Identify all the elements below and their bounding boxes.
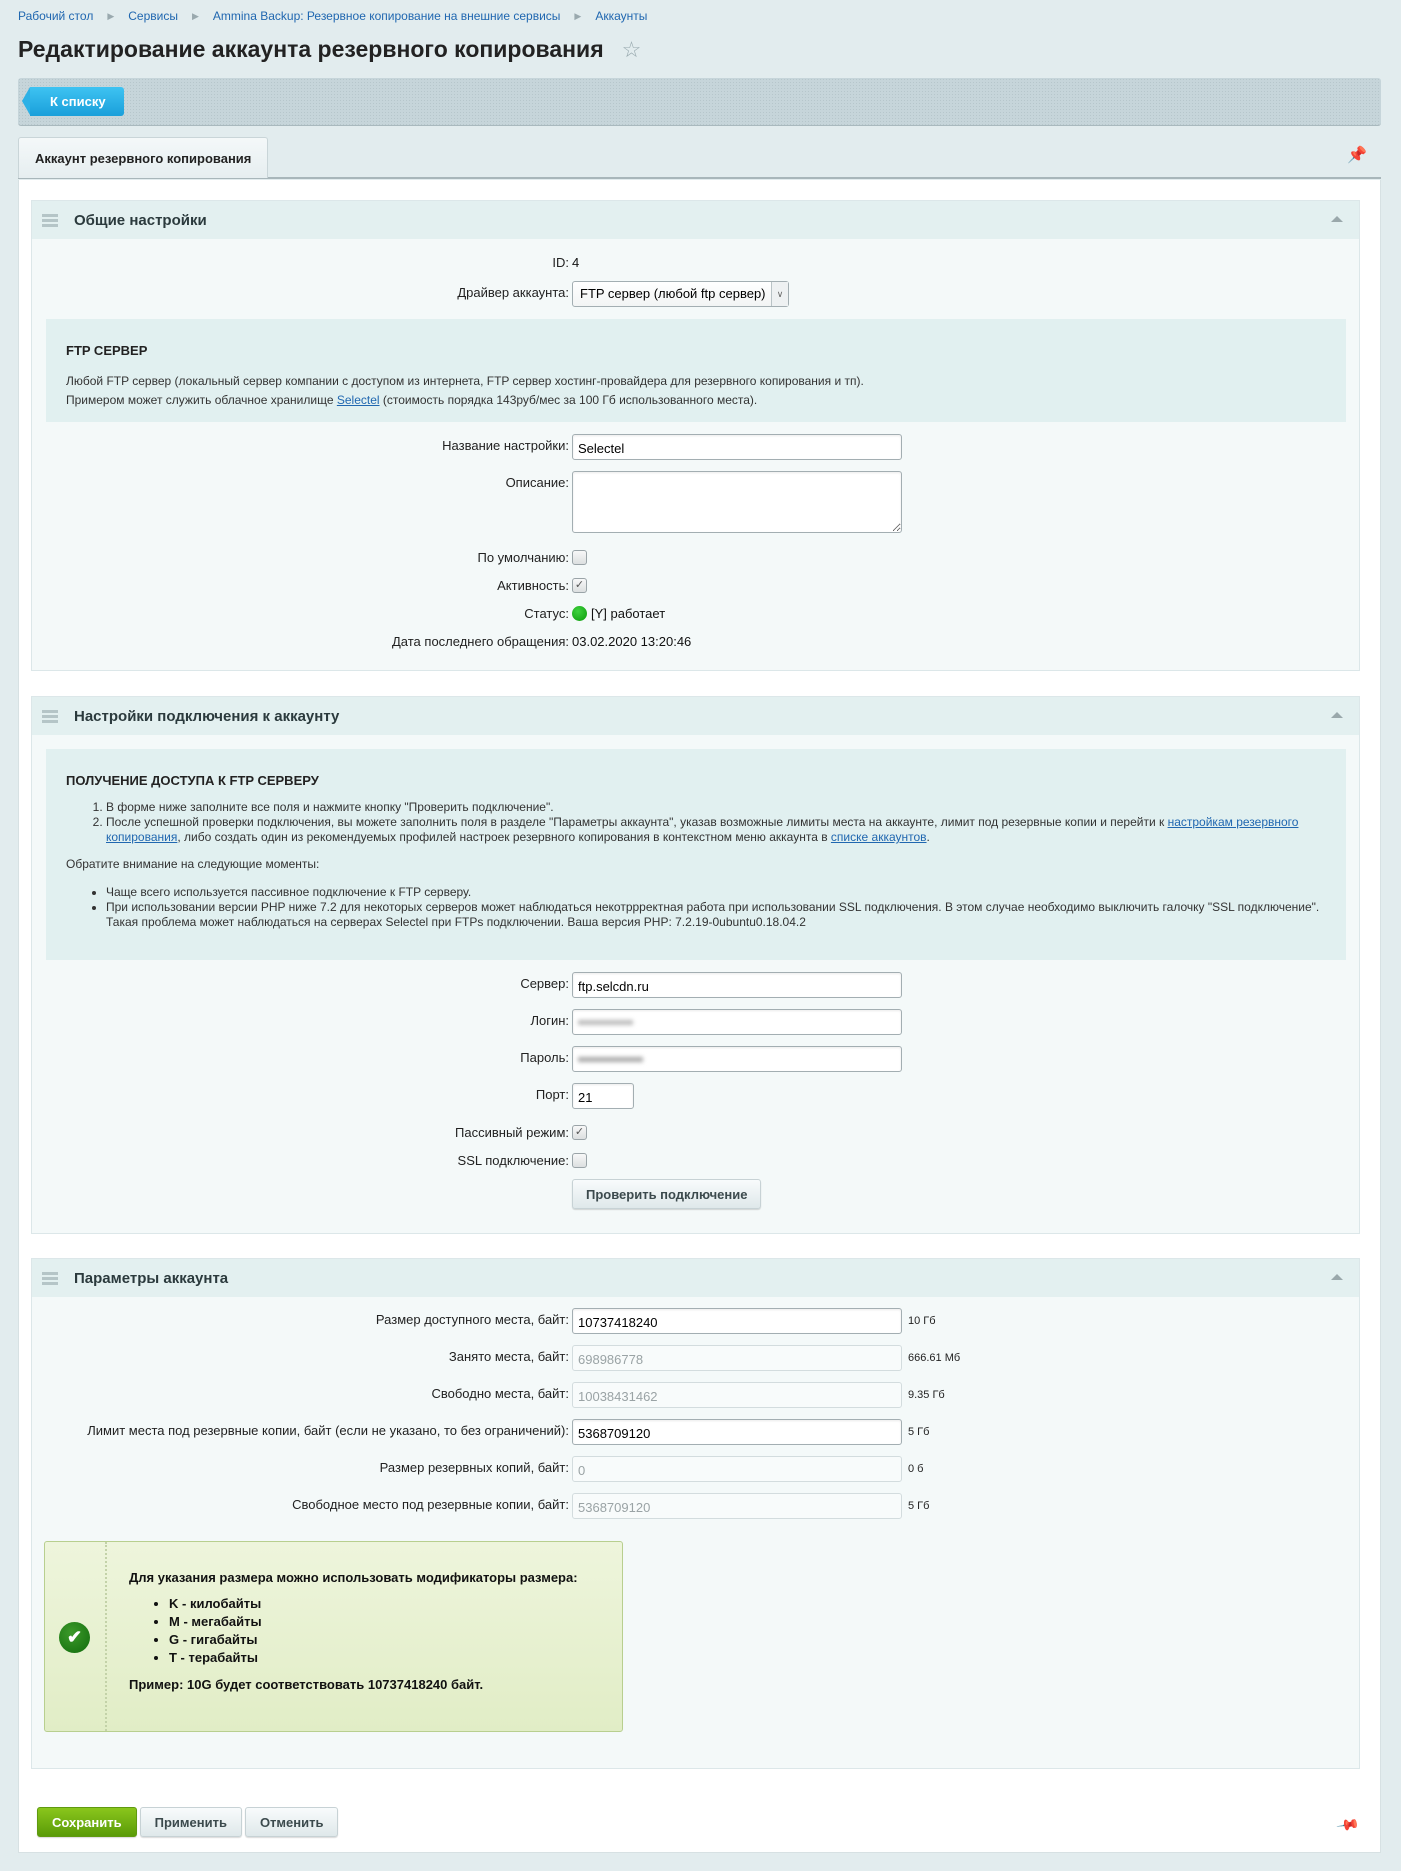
- check-circle-icon: ✔: [59, 1622, 90, 1653]
- row-default: [32, 546, 1359, 572]
- param-unit: 0 б: [908, 1463, 924, 1475]
- param-input: [572, 1456, 902, 1482]
- hint-title: Для указания размера можно использовать модификаторы размера:: [129, 1570, 578, 1585]
- row-password: [32, 1046, 1359, 1072]
- footer-buttons: [37, 1807, 338, 1837]
- section-params-header[interactable]: [32, 1259, 1359, 1297]
- login-input[interactable]: [572, 1009, 902, 1035]
- section-title: Общие настройки: [74, 211, 207, 229]
- check-connection-button[interactable]: Проверить подключение: [572, 1179, 761, 1209]
- driver-select-value: FTP сервер (любой ftp сервер): [580, 286, 766, 301]
- page-title: Редактирование аккаунта резервного копирования: [18, 36, 604, 62]
- hint-example: Пример: 10G будет соответствовать 10737418240 байт.: [129, 1677, 484, 1692]
- accounts-list-link[interactable]: списке аккаунтов: [830, 830, 927, 844]
- checkmark-icon: ✓: [574, 579, 585, 591]
- param-label: Лимит места под резервные копии, байт (если не указано, то без ограничений):: [87, 1423, 569, 1438]
- hint-icon-column: [45, 1542, 107, 1731]
- param-input: [572, 1382, 902, 1408]
- row-description: [32, 471, 1359, 533]
- collapse-icon[interactable]: [1331, 712, 1343, 718]
- row-status: [32, 602, 1359, 628]
- param-unit: 5 Гб: [908, 1426, 930, 1438]
- row-check: [32, 1179, 1359, 1209]
- drag-handle-icon[interactable]: [42, 710, 58, 723]
- section-params: [31, 1258, 1360, 1769]
- checkmark-icon: ✓: [574, 1126, 585, 1138]
- passive-label: Пассивный режим:: [455, 1125, 569, 1140]
- driver-select[interactable]: [572, 281, 789, 307]
- apply-button[interactable]: Применить: [140, 1807, 242, 1837]
- param-row: [32, 1308, 1359, 1334]
- ssl-label: SSL подключение:: [457, 1153, 569, 1168]
- row-login: [32, 1009, 1359, 1035]
- tab-bar: [18, 137, 1381, 179]
- hint-box: [44, 1541, 623, 1732]
- hint-item: • K - килобайты: [169, 1595, 578, 1613]
- row-name: [32, 434, 1359, 460]
- selectel-link[interactable]: Selectel: [336, 393, 380, 407]
- param-label: Занято места, байт:: [448, 1349, 569, 1364]
- row-passive: [32, 1121, 1359, 1147]
- step-1: 1. В форме ниже заполните все поля и нажмите кнопку "Проверить подключение".: [106, 800, 1326, 815]
- param-unit: 666.61 Мб: [908, 1352, 961, 1364]
- step-2-pre: После успешной проверки подключения, вы можете заполнить поля в разделе "Параметры аккаунта", указав возможные лимиты места на аккаунте, лимит под резервные копии и перейти к: [106, 815, 1168, 829]
- info-title: FTP СЕРВЕР: [66, 343, 148, 358]
- password-input[interactable]: [572, 1046, 902, 1072]
- back-to-list-button[interactable]: К списку: [30, 87, 124, 116]
- name-label: Название настройки:: [442, 438, 569, 453]
- name-input[interactable]: [572, 434, 902, 460]
- row-ssl: [32, 1149, 1359, 1175]
- param-row: [32, 1456, 1359, 1482]
- drag-handle-icon[interactable]: [42, 1272, 58, 1285]
- cancel-button[interactable]: Отменить: [245, 1807, 339, 1837]
- collapse-icon[interactable]: [1331, 1274, 1343, 1280]
- param-label: Размер доступного места, байт:: [375, 1312, 569, 1327]
- active-checkbox[interactable]: [572, 578, 587, 593]
- note-2: • При использовании версии PHP ниже 7.2 для некоторых серверов может наблюдаться некотррректная работа при использовании SSL подключения. В этом случае необходимо выключить галочку "SSL подключение". Такая проблема может наблюдаться на серверах Selectel при FTPs подключении. Ваша версия PHP: 7.2.19-0ubuntu0.18.04.2: [106, 900, 1326, 930]
- param-row: [32, 1382, 1359, 1408]
- default-checkbox[interactable]: [572, 550, 587, 565]
- pin-icon[interactable]: 📌: [1347, 147, 1367, 164]
- star-icon[interactable]: ☆: [621, 36, 642, 62]
- info-title: ПОЛУЧЕНИЕ ДОСТУПА К FTP СЕРВЕРУ: [66, 773, 319, 788]
- status-value-wrap: [572, 606, 665, 621]
- server-label: Сервер:: [520, 976, 569, 991]
- breadcrumb-services[interactable]: Сервисы: [128, 9, 178, 23]
- param-label: Размер резервных копий, байт:: [379, 1460, 569, 1475]
- param-row: [32, 1493, 1359, 1519]
- notes-title: Обратите внимание на следующие моменты:: [66, 857, 320, 871]
- param-input[interactable]: [572, 1419, 902, 1445]
- row-driver: [32, 281, 1359, 307]
- ssl-checkbox[interactable]: [572, 1153, 587, 1168]
- main-panel: [18, 180, 1381, 1853]
- section-connection: [31, 696, 1360, 1234]
- breadcrumb: [18, 9, 647, 23]
- ftp-info-box: [46, 319, 1346, 422]
- driver-label: Драйвер аккаунта:: [457, 285, 569, 300]
- id-label: ID:: [552, 255, 569, 270]
- hint-item: • T - терабайты: [169, 1649, 578, 1667]
- chevron-right-icon: ▶: [191, 10, 199, 21]
- notes-list: [66, 885, 1326, 930]
- id-value: 4: [572, 255, 580, 270]
- row-last-access: [32, 630, 1359, 656]
- collapse-icon[interactable]: [1331, 216, 1343, 222]
- info-line2-pre: Примером может служить облачное хранилище: [66, 393, 337, 407]
- last-access-value: 03.02.2020 13:20:46: [572, 634, 692, 649]
- pin-icon[interactable]: 📌: [1335, 1813, 1361, 1838]
- breadcrumb-ammina-backup[interactable]: Ammina Backup: Резервное копирование на внешние сервисы: [212, 9, 561, 23]
- chevron-right-icon: ▶: [574, 10, 582, 21]
- server-input[interactable]: [572, 972, 902, 998]
- info-line1: Любой FTP сервер (локальный сервер компании с доступом из интернета, FTP сервер хостинг-провайдера для резервного копирования и тп).: [66, 374, 864, 388]
- hint-content: [129, 1570, 578, 1692]
- param-unit: 10 Гб: [908, 1315, 936, 1327]
- param-unit: 5 Гб: [908, 1500, 930, 1512]
- port-label: Порт:: [535, 1087, 569, 1102]
- blurred-value: [578, 1057, 643, 1062]
- row-active: [32, 574, 1359, 600]
- status-label: Статус:: [524, 606, 569, 621]
- info-text: [66, 372, 1326, 410]
- param-input[interactable]: [572, 1308, 902, 1334]
- step-2-mid: , либо создать один из рекомендуемых профилей настроек резервного копирования в контекстном меню аккаунта в: [177, 830, 831, 844]
- default-label: По умолчанию:: [477, 550, 569, 565]
- breadcrumb-desktop[interactable]: Рабочий стол: [18, 9, 94, 23]
- active-label: Активность:: [497, 578, 569, 593]
- section-general-header[interactable]: [32, 201, 1359, 239]
- section-title: Настройки подключения к аккаунту: [74, 707, 340, 725]
- drag-handle-icon[interactable]: [42, 214, 58, 227]
- param-input: [572, 1345, 902, 1371]
- section-general: [31, 200, 1360, 671]
- tab-backup-account[interactable]: Аккаунт резервного копирования: [18, 137, 268, 178]
- port-input[interactable]: [572, 1083, 634, 1109]
- passive-checkbox[interactable]: [572, 1125, 587, 1140]
- last-access-label: Дата последнего обращения:: [392, 634, 569, 649]
- login-label: Логин:: [530, 1013, 569, 1028]
- section-connection-header[interactable]: [32, 697, 1359, 735]
- param-label: Свободно места, байт:: [431, 1386, 569, 1401]
- breadcrumb-accounts[interactable]: Аккаунты: [595, 9, 648, 23]
- password-label: Пароль:: [520, 1050, 569, 1065]
- note-1: • Чаще всего используется пассивное подключение к FTP серверу.: [106, 885, 1326, 900]
- info-line2: [66, 391, 1326, 410]
- steps-list: [66, 800, 1326, 845]
- toolbar: [18, 78, 1381, 126]
- description-textarea[interactable]: [572, 471, 902, 533]
- status-value: [Y] работает: [591, 606, 666, 621]
- ftp-access-info-box: [46, 749, 1346, 960]
- param-unit: 9.35 Гб: [908, 1389, 945, 1401]
- hint-list: [129, 1595, 578, 1667]
- section-title: Параметры аккаунта: [74, 1269, 229, 1287]
- chevron-down-icon: ∨: [771, 282, 788, 306]
- step-2-post: .: [926, 830, 930, 844]
- row-port: [32, 1083, 1359, 1109]
- chevron-right-icon: ▶: [107, 10, 115, 21]
- hint-item: • M - мегабайты: [169, 1613, 578, 1631]
- param-label: Свободное место под резервные копии, байт:: [292, 1497, 569, 1512]
- description-label: Описание:: [505, 475, 569, 490]
- row-id: [32, 251, 1359, 277]
- step-2: [106, 815, 1326, 845]
- page-title-wrap: [18, 36, 641, 63]
- backup-settings-link[interactable]: настройкам резервного копирования: [106, 815, 1299, 844]
- status-dot-icon: [572, 606, 587, 621]
- param-row: [32, 1419, 1359, 1445]
- param-row: [32, 1345, 1359, 1371]
- row-server: [32, 972, 1359, 998]
- param-input: [572, 1493, 902, 1519]
- blurred-value: [578, 1020, 633, 1025]
- info-line2-post: (стоимость порядка 143руб/мес за 100 Гб использованного места).: [379, 393, 758, 407]
- hint-item: • G - гигабайты: [169, 1631, 578, 1649]
- save-button[interactable]: Сохранить: [37, 1807, 137, 1837]
